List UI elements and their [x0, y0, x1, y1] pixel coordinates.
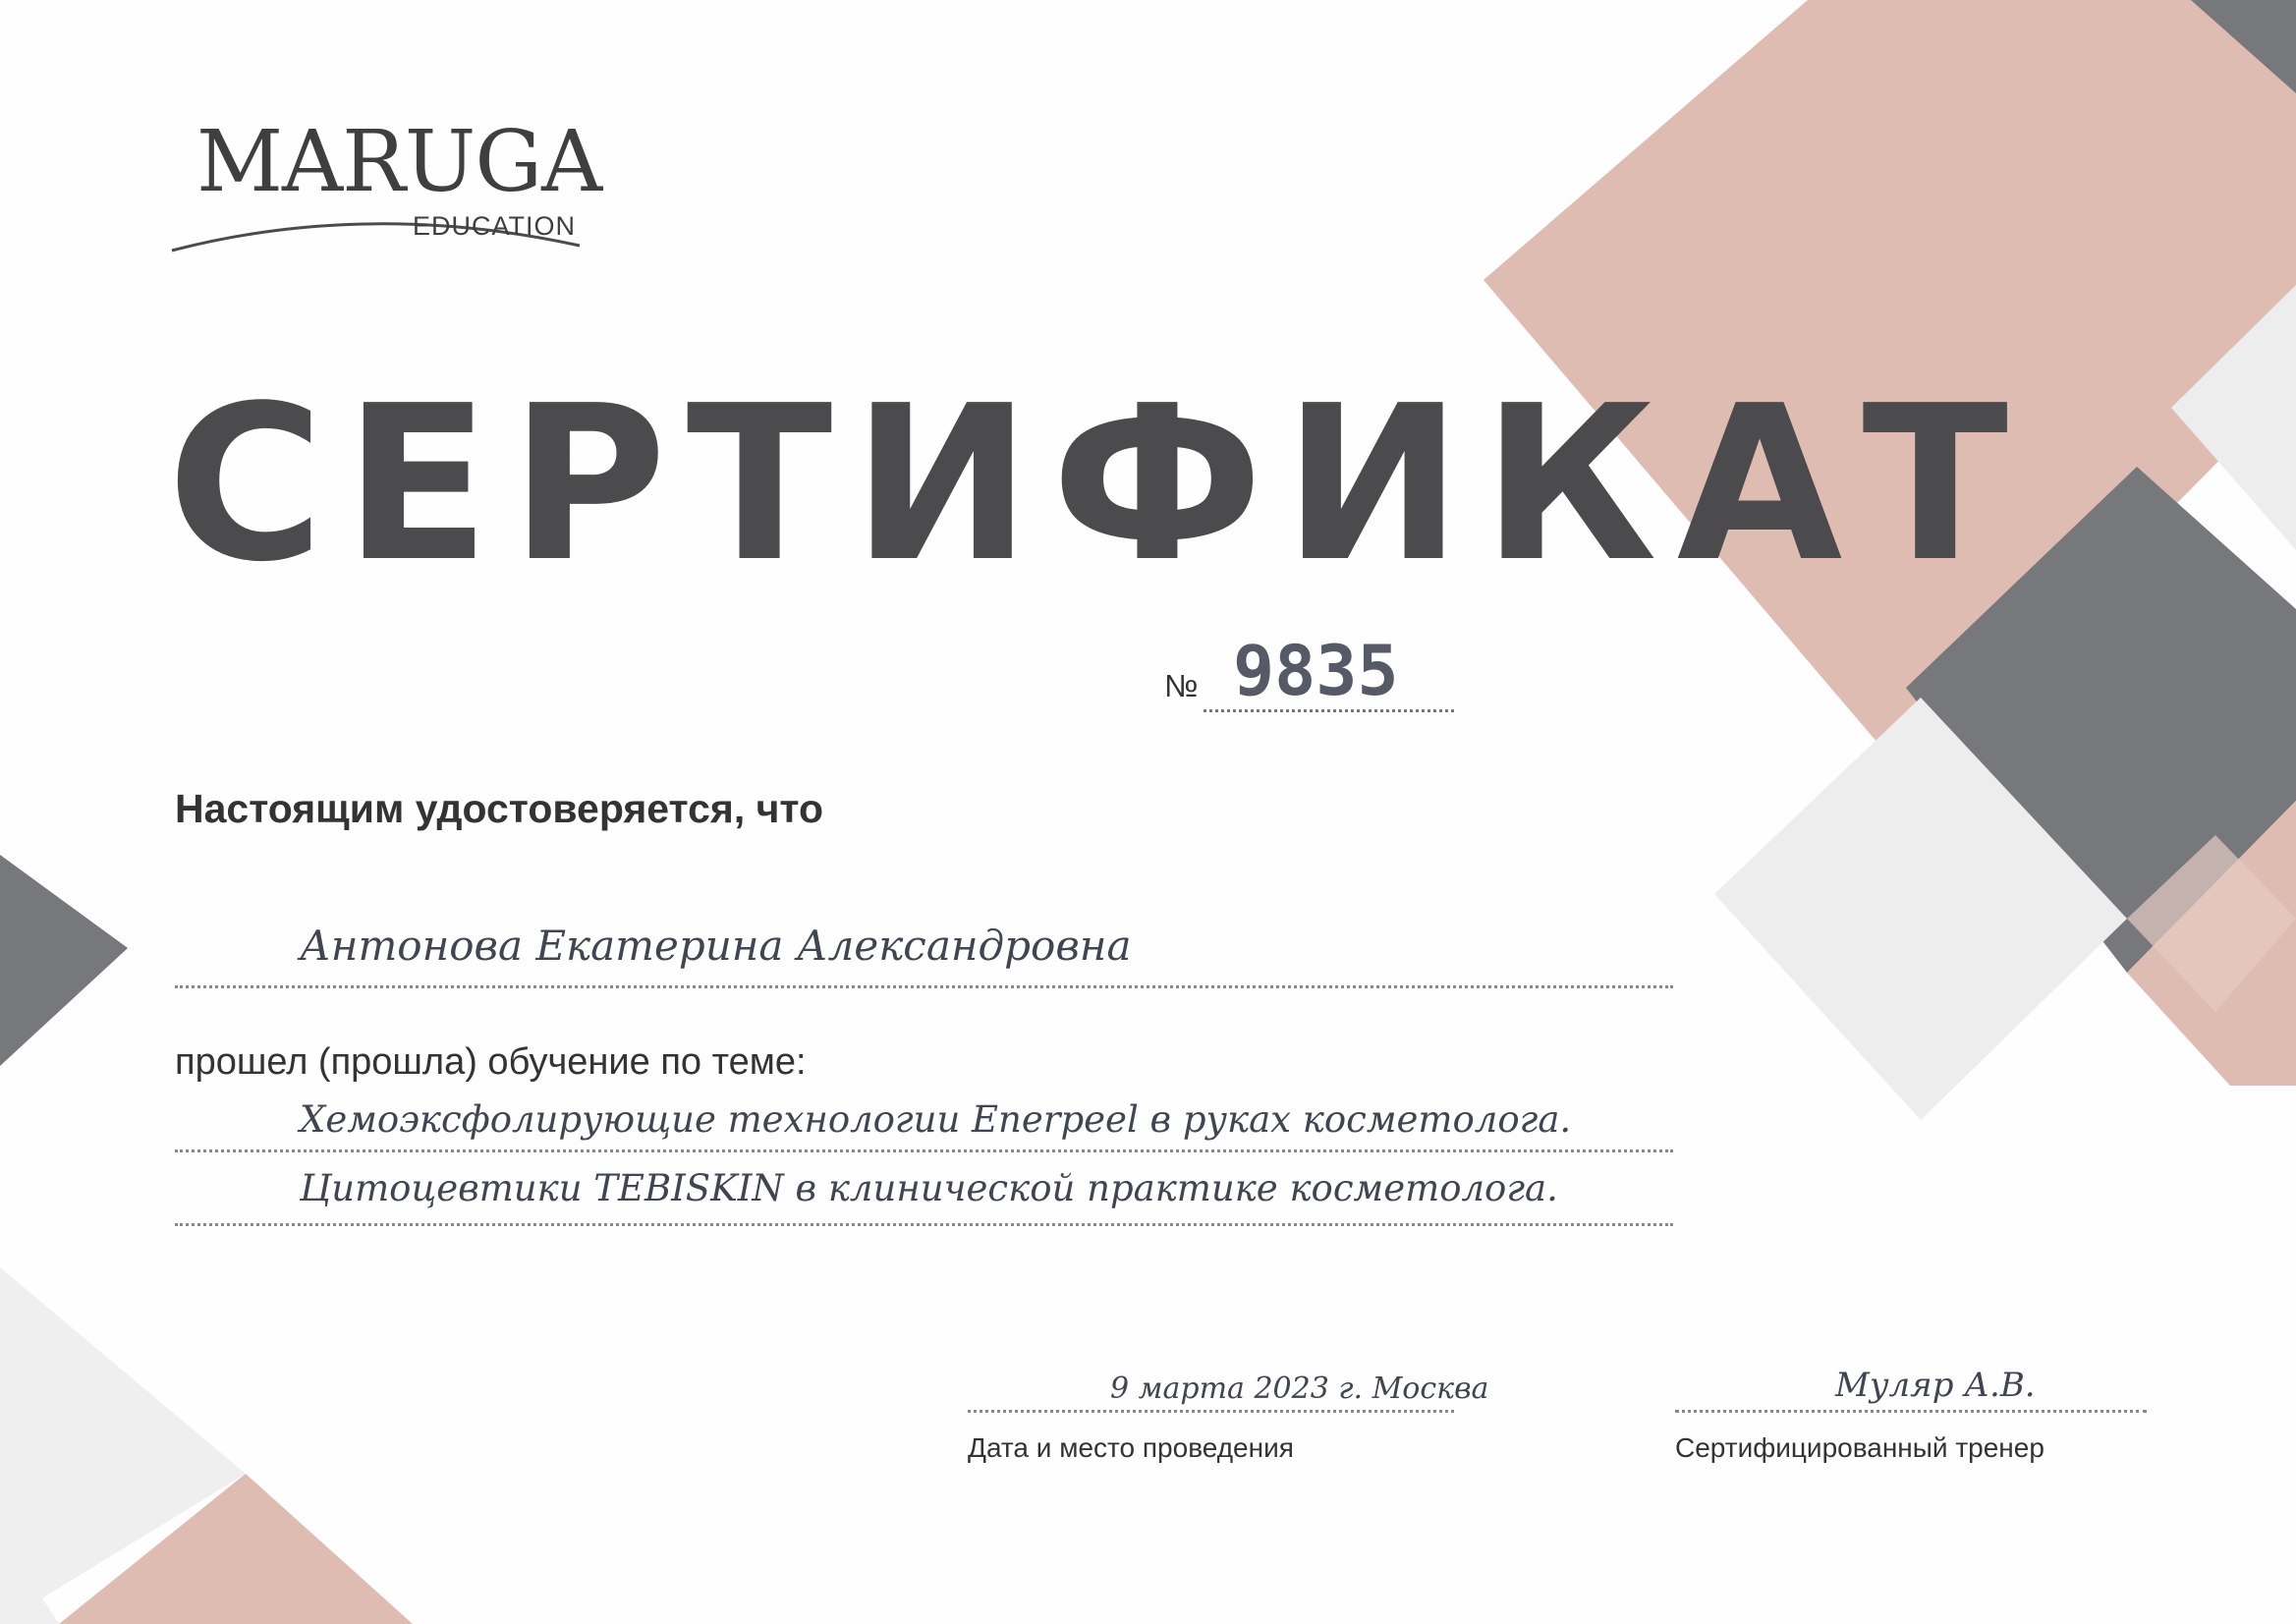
trainer-name: Муляр А.В.	[1835, 1366, 2036, 1405]
date-dotted-line	[968, 1410, 1454, 1413]
course-topic-1: Хемоэксфолирующие технологии Enerpeel в руках косметолога.	[300, 1098, 1572, 1141]
logo-brand: MARUGA	[196, 113, 602, 211]
topic-2-dotted-line	[175, 1223, 1673, 1226]
topic-1-dotted-line	[175, 1149, 1673, 1152]
number-dotted-line	[1204, 709, 1454, 712]
trainer-dotted-line	[1675, 1410, 2147, 1413]
course-topic-2: Цитоцевтики TEBISKIN в клинической практике косметолога.	[300, 1167, 1558, 1209]
number-sign: №	[1164, 668, 1199, 703]
recipient-dotted-line	[175, 985, 1673, 988]
certificate-number	[1164, 631, 1479, 717]
event-date-place: 9 марта 2023 г. Москва	[1110, 1372, 1489, 1406]
deco-triangle-gray-left	[0, 855, 128, 1066]
recipient-name: Антонова Екатерина Александровна	[300, 922, 1132, 970]
course-intro-text: прошел (прошла) обучение по теме:	[175, 1041, 807, 1083]
maruga-logo	[167, 113, 602, 260]
trainer-caption: Сертифицированный тренер	[1675, 1432, 2044, 1463]
date-place-caption: Дата и место проведения	[968, 1432, 1294, 1463]
logo-subtitle: EDUCATION	[413, 211, 577, 241]
certification-lead-text: Настоящим удостоверяется, что	[175, 786, 823, 831]
number-value: 9835	[1233, 631, 1399, 711]
certificate-title: СЕРТИФИКАТ	[167, 361, 2029, 609]
